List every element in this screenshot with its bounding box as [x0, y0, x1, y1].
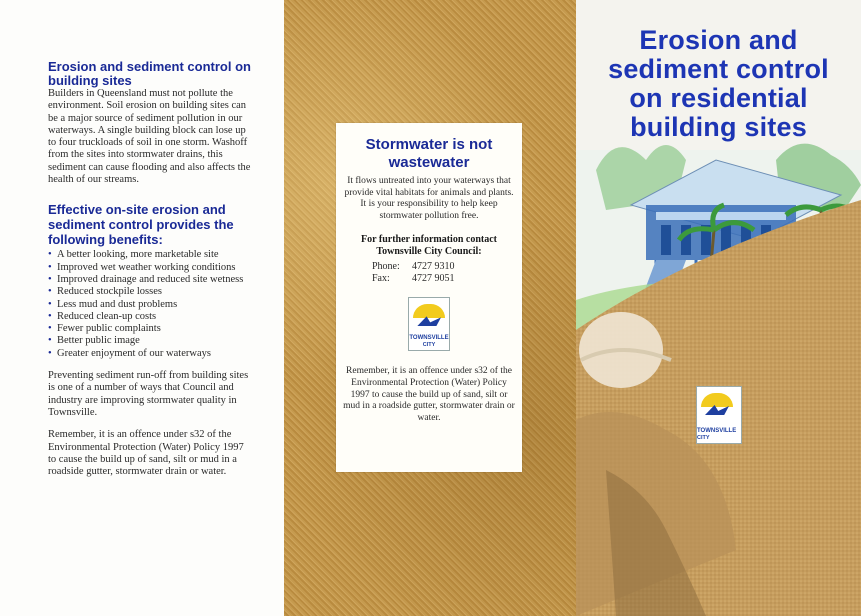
- right-panel: [576, 0, 861, 616]
- benefits-list: [48, 249, 254, 360]
- townsville-logo-cover: [696, 386, 742, 444]
- responsibility-text: It is your responsibility to help keep stormwater pollution free.: [360, 199, 498, 221]
- stormwater-heading: Stormwater is not wastewater: [365, 136, 493, 171]
- list-item: • Greater enjoyment of our waterways: [48, 348, 254, 360]
- list-item: • Less mud and dust problems: [48, 299, 254, 311]
- phone-row: [372, 261, 522, 273]
- list-item: • Improved drainage and reduced site wetness: [48, 274, 254, 286]
- left-panel: [0, 0, 284, 616]
- townsville-logo: [408, 297, 450, 351]
- list-item: • A better looking, more marketable site: [48, 249, 254, 261]
- stormwater-text: It flows untreated into your waterways that provide vital habitats for animals and plants.: [344, 176, 514, 198]
- fax-row: [372, 273, 522, 285]
- list-item: • Improved wet weather working conditions: [48, 262, 254, 274]
- preventing-paragraph: Preventing sediment run-off from building sites is one of a number of ways that Council and industry are improving stormwater quality in Townsville.: [48, 370, 249, 418]
- title-line: building sites: [630, 112, 807, 142]
- logo-city: CITY: [697, 435, 710, 441]
- phone-label: Phone:: [372, 261, 400, 273]
- list-item: • Better public image: [48, 335, 254, 347]
- intro-paragraph: Builders in Queensland must not pollute the environment. Soil erosion on building sites can be a major source of sediment pollution in our waterways. A single building block can lose up to four truckloads of soil in one storm. Washoff from the sites into stormwater drains, this sediment can cause flooding and also affects the health of our streams.: [48, 88, 251, 186]
- logo-city: CITY: [422, 342, 436, 349]
- list-item: • Fewer public complaints: [48, 323, 254, 335]
- logo-name: TOWNSVILLE: [697, 428, 737, 434]
- logo-name: TOWNSVILLE: [409, 335, 449, 342]
- title-line: on residential: [629, 83, 808, 113]
- title-line: sediment control: [608, 54, 829, 84]
- fax-label: Fax:: [372, 273, 390, 285]
- offence-paragraph: Remember, it is an offence under s32 of the Environmental Protection (Water) Policy 1997 to cause the build up of sand, silt or mud in a roadside gutter, stormwater drain or water.: [48, 429, 244, 478]
- sun-icon: [413, 304, 445, 318]
- sun-icon: [701, 393, 733, 407]
- cover-title: [576, 26, 861, 142]
- fax-number: 4727 9051: [412, 273, 455, 285]
- middle-panel: [284, 0, 576, 616]
- list-item: • Reduced clean-up costs: [48, 311, 254, 323]
- heading-benefits: Effective on-site erosion and sediment control provides the following benefits:: [48, 202, 234, 248]
- stormwater-card: [336, 123, 522, 472]
- contact-heading: For further information contact Townsville City Council:: [361, 234, 497, 257]
- heading-erosion-sediment: Erosion and sediment control on building sites: [48, 59, 251, 88]
- offence-note: Remember, it is an offence under s32 of the Environmental Protection (Water) Policy 1997 to cause the build up of sand, silt or mud in a roadside gutter, stormwater drain or water.: [343, 366, 515, 423]
- list-item: • Reduced stockpile losses: [48, 286, 254, 298]
- phone-number: 4727 9310: [412, 261, 455, 273]
- title-line: Erosion and: [639, 25, 798, 55]
